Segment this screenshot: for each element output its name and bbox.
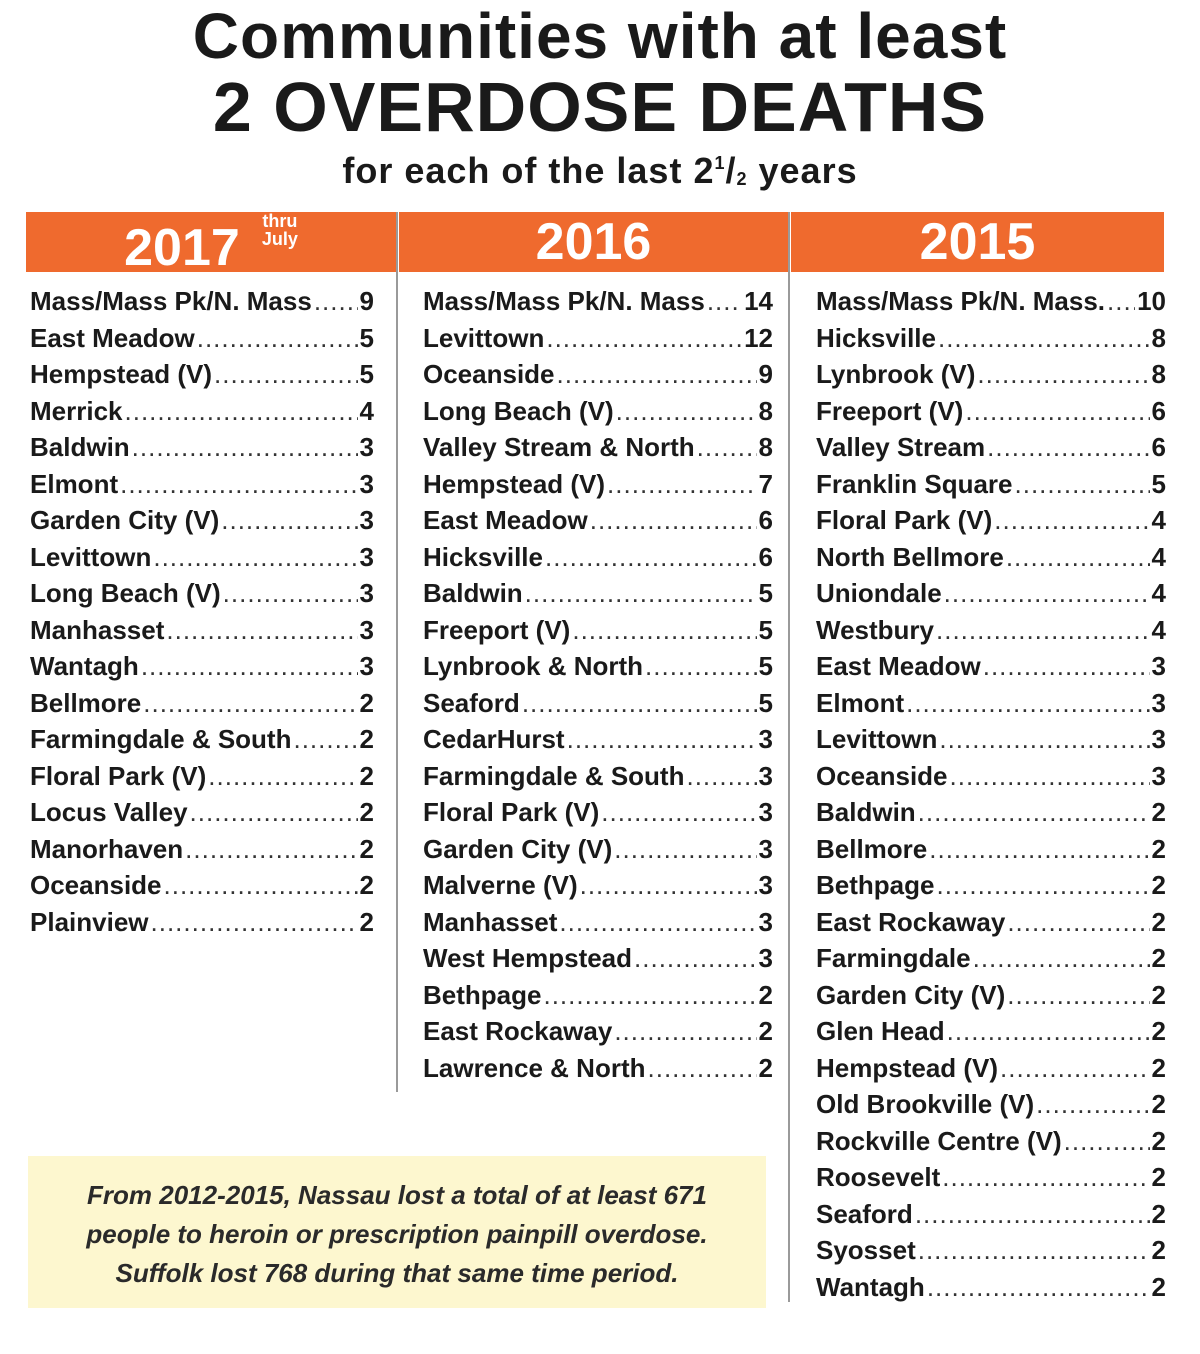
dot-leader xyxy=(929,834,1149,865)
dot-leader xyxy=(607,469,756,500)
community-name: Hempstead (V) xyxy=(30,359,213,389)
list-item xyxy=(816,724,1166,761)
death-count: 8 xyxy=(1151,359,1166,389)
list-item xyxy=(816,688,1166,725)
list-item xyxy=(816,1053,1166,1090)
list-item xyxy=(816,432,1166,469)
death-count: 3 xyxy=(359,614,374,645)
list-2016 xyxy=(423,286,773,1089)
death-count: 2 xyxy=(758,1052,773,1083)
death-count: 2 xyxy=(758,979,773,1010)
dot-leader xyxy=(590,505,757,536)
list-item xyxy=(816,907,1166,944)
header-note-line-1: thru xyxy=(262,211,298,231)
dot-leader xyxy=(936,615,1150,646)
subtitle-post: years xyxy=(747,150,858,191)
death-count: 4 xyxy=(1151,578,1166,608)
community-name: Wantagh xyxy=(816,1271,925,1302)
community-name: Seaford xyxy=(423,687,520,718)
list-item xyxy=(816,980,1166,1017)
list-item xyxy=(30,724,374,761)
dot-leader xyxy=(151,907,358,938)
death-count: 7 xyxy=(758,468,773,499)
community-name: East Meadow xyxy=(423,505,588,535)
community-name: CedarHurst xyxy=(423,724,565,754)
list-item xyxy=(30,651,374,688)
list-item xyxy=(816,1162,1166,1199)
dot-leader xyxy=(546,323,742,354)
dot-leader xyxy=(559,907,756,938)
list-item xyxy=(816,1272,1166,1309)
death-count: 5 xyxy=(758,687,773,718)
community-name: Oceanside xyxy=(816,760,948,791)
death-count: 2 xyxy=(359,870,374,900)
death-count: 2 xyxy=(1151,906,1166,937)
community-name: Baldwin xyxy=(816,797,916,827)
subtitle-fraction-numerator: 1 xyxy=(714,153,726,173)
death-count: 9 xyxy=(359,286,374,316)
list-item xyxy=(423,724,773,761)
death-count: 5 xyxy=(758,614,773,645)
death-count: 2 xyxy=(1151,1052,1166,1083)
list-item xyxy=(816,1126,1166,1163)
dot-leader xyxy=(153,542,357,573)
death-count: 2 xyxy=(1151,1271,1166,1302)
death-count: 3 xyxy=(758,724,773,754)
dot-leader xyxy=(686,761,756,792)
community-name: Plainview xyxy=(30,906,149,937)
list-item xyxy=(30,615,374,652)
death-count: 2 xyxy=(1151,979,1166,1010)
dot-leader xyxy=(616,396,757,427)
community-name: Roosevelt xyxy=(816,1162,941,1192)
dot-leader xyxy=(197,323,358,354)
community-name: Uniondale xyxy=(816,578,942,608)
list-item xyxy=(816,797,1166,834)
column-divider-1 xyxy=(396,212,398,1092)
dot-leader xyxy=(987,432,1149,463)
dot-leader xyxy=(965,396,1149,427)
community-name: Freeport (V) xyxy=(423,614,571,645)
header-note-2017 xyxy=(262,212,298,248)
death-count: 6 xyxy=(758,505,773,535)
community-name: East Rockaway xyxy=(816,906,1006,937)
dot-leader xyxy=(1036,1089,1149,1120)
death-count: 3 xyxy=(359,432,374,462)
dot-leader xyxy=(293,724,357,755)
dot-leader xyxy=(983,651,1150,682)
list-item xyxy=(816,651,1166,688)
community-name: East Meadow xyxy=(816,651,981,681)
list-item xyxy=(423,761,773,798)
dot-leader xyxy=(164,870,358,901)
community-name: Syosset xyxy=(816,1235,916,1265)
dot-leader xyxy=(601,797,756,828)
list-item xyxy=(30,761,374,798)
dot-leader xyxy=(141,651,358,682)
callout-box xyxy=(28,1156,766,1308)
list-item xyxy=(423,688,773,725)
death-count: 3 xyxy=(359,541,374,572)
death-count: 3 xyxy=(758,797,773,827)
community-name: Long Beach (V) xyxy=(423,395,614,426)
community-name: Elmont xyxy=(30,468,119,499)
death-count: 3 xyxy=(359,468,374,499)
dot-leader xyxy=(614,1016,756,1047)
dot-leader xyxy=(634,943,757,974)
dot-leader xyxy=(522,688,757,719)
header-year-2015: 2015 xyxy=(919,213,1036,271)
list-2015 xyxy=(816,286,1166,1308)
community-name: East Rockaway xyxy=(423,1016,613,1046)
death-count: 14 xyxy=(744,286,773,316)
dot-leader xyxy=(994,505,1149,536)
death-count: 2 xyxy=(1151,1016,1166,1046)
list-item xyxy=(816,834,1166,871)
list-item xyxy=(30,797,374,834)
death-count: 2 xyxy=(1151,797,1166,827)
death-count: 4 xyxy=(1151,505,1166,535)
community-name: Glen Head xyxy=(816,1016,945,1046)
death-count: 5 xyxy=(1151,468,1166,499)
death-count: 4 xyxy=(1151,614,1166,645)
death-count: 2 xyxy=(359,687,374,718)
subtitle-pre: for each of the last 2 xyxy=(342,150,715,191)
death-count: 3 xyxy=(1151,760,1166,791)
list-item xyxy=(816,1089,1166,1126)
community-name: Lynbrook & North xyxy=(423,651,644,681)
subtitle-fraction-denominator: 2 xyxy=(736,169,748,189)
community-name: Floral Park (V) xyxy=(423,797,600,827)
community-name: Farmingdale xyxy=(816,943,971,973)
dot-leader xyxy=(950,761,1150,792)
list-item xyxy=(423,396,773,433)
community-name: Levittown xyxy=(30,541,152,572)
header-note-line-2: July xyxy=(261,229,298,249)
dot-leader xyxy=(927,1272,1150,1303)
community-name: Floral Park (V) xyxy=(816,505,993,535)
death-count: 8 xyxy=(1151,322,1166,353)
death-count: 10 xyxy=(1137,286,1166,316)
list-item xyxy=(816,505,1166,542)
death-count: 6 xyxy=(1151,395,1166,426)
callout-line-1: From 2012-2015, Nassau lost a total of at least 671 xyxy=(87,1180,707,1210)
list-item xyxy=(816,1199,1166,1236)
death-count: 5 xyxy=(359,322,374,353)
dot-leader xyxy=(936,870,1149,901)
header-year-2017: 2017 xyxy=(124,219,240,277)
list-item xyxy=(30,907,374,944)
list-item xyxy=(423,834,773,871)
community-name: Bellmore xyxy=(30,687,142,718)
dot-leader xyxy=(645,651,757,682)
community-name: Manhasset xyxy=(423,906,558,937)
death-count: 9 xyxy=(758,359,773,389)
dot-leader xyxy=(1064,1126,1150,1157)
community-name: Hempstead (V) xyxy=(816,1052,999,1083)
dot-leader xyxy=(918,797,1150,828)
list-item xyxy=(816,615,1166,652)
list-item xyxy=(30,505,374,542)
death-count: 3 xyxy=(758,870,773,900)
dot-leader xyxy=(166,615,357,646)
list-item xyxy=(816,396,1166,433)
title-line-1: Communities with at least xyxy=(192,0,1008,72)
community-name: Lawrence & North xyxy=(423,1052,646,1083)
community-name: Hempstead (V) xyxy=(423,468,606,499)
dot-leader xyxy=(208,761,357,792)
death-count: 6 xyxy=(758,541,773,572)
list-item xyxy=(423,286,773,323)
subtitle-fraction-slash: / xyxy=(725,150,737,191)
dot-leader xyxy=(1000,1053,1149,1084)
death-count: 2 xyxy=(1151,1162,1166,1192)
dot-leader xyxy=(697,432,757,463)
death-count: 3 xyxy=(359,505,374,535)
list-item xyxy=(423,980,773,1017)
community-name: Garden City (V) xyxy=(816,979,1006,1010)
callout-text xyxy=(28,1176,766,1293)
community-name: Freeport (V) xyxy=(816,395,964,426)
dot-leader xyxy=(1007,980,1149,1011)
dot-leader xyxy=(973,943,1150,974)
death-count: 3 xyxy=(1151,687,1166,718)
death-count: 2 xyxy=(359,760,374,791)
community-name: Oceanside xyxy=(30,870,162,900)
list-item xyxy=(423,1016,773,1053)
dot-leader xyxy=(614,834,756,865)
dot-leader xyxy=(185,834,357,865)
community-name: Elmont xyxy=(816,687,905,718)
dot-leader xyxy=(567,724,757,755)
dot-leader xyxy=(938,323,1150,354)
community-name: Garden City (V) xyxy=(423,833,613,864)
death-count: 4 xyxy=(359,395,374,426)
death-count: 3 xyxy=(1151,651,1166,681)
community-name: Bethpage xyxy=(423,979,542,1010)
dot-leader xyxy=(1006,542,1150,573)
community-name: North Bellmore xyxy=(816,541,1004,572)
list-item xyxy=(30,469,374,506)
death-count: 5 xyxy=(758,578,773,608)
death-count: 8 xyxy=(758,432,773,462)
community-name: Wantagh xyxy=(30,651,139,681)
dot-leader xyxy=(1107,286,1135,317)
dot-leader xyxy=(314,286,358,317)
dot-leader xyxy=(944,578,1150,609)
community-name: West Hempstead xyxy=(423,943,633,973)
list-2017 xyxy=(30,286,374,943)
list-item xyxy=(816,1235,1166,1272)
list-item xyxy=(30,542,374,579)
dot-leader xyxy=(580,870,757,901)
list-item xyxy=(816,1016,1166,1053)
dot-leader xyxy=(190,797,358,828)
death-count: 2 xyxy=(1151,1235,1166,1265)
list-item xyxy=(30,396,374,433)
community-name: Merrick xyxy=(30,395,123,426)
community-name: Bellmore xyxy=(816,833,928,864)
community-name: Bethpage xyxy=(816,870,935,900)
death-count: 3 xyxy=(758,906,773,937)
list-item xyxy=(30,688,374,725)
list-item xyxy=(423,651,773,688)
subtitle xyxy=(0,143,1200,199)
list-item xyxy=(423,870,773,907)
community-name: Franklin Square xyxy=(816,468,1013,499)
community-name: Manorhaven xyxy=(30,833,184,864)
column-divider-2 xyxy=(788,212,790,1302)
dot-leader xyxy=(214,359,357,390)
death-count: 2 xyxy=(359,797,374,827)
list-item xyxy=(816,943,1166,980)
death-count: 8 xyxy=(758,395,773,426)
community-name: Malverne (V) xyxy=(423,870,578,900)
death-count: 3 xyxy=(359,651,374,681)
dot-leader xyxy=(915,1199,1150,1230)
death-count: 3 xyxy=(758,943,773,973)
community-name: Mass/Mass Pk/N. Mass xyxy=(30,286,312,316)
dot-leader xyxy=(557,359,757,390)
community-name: Seaford xyxy=(816,1198,913,1229)
dot-leader xyxy=(221,505,357,536)
community-name: Westbury xyxy=(816,614,934,645)
community-name: Lynbrook (V) xyxy=(816,359,976,389)
dot-leader xyxy=(977,359,1149,390)
list-item xyxy=(30,323,374,360)
death-count: 3 xyxy=(758,833,773,864)
community-name: Farmingdale & South xyxy=(423,760,685,791)
dot-leader xyxy=(939,724,1149,755)
community-name: Baldwin xyxy=(30,432,130,462)
dot-leader xyxy=(1015,469,1150,500)
community-name: Old Brookville (V) xyxy=(816,1089,1035,1119)
community-name: Valley Stream xyxy=(816,432,986,462)
dot-leader xyxy=(545,542,757,573)
death-count: 2 xyxy=(1151,1089,1166,1119)
list-item xyxy=(423,943,773,980)
death-count: 2 xyxy=(359,906,374,937)
dot-leader xyxy=(918,1235,1150,1266)
dot-leader xyxy=(125,396,358,427)
death-count: 4 xyxy=(1151,541,1166,572)
list-item xyxy=(423,578,773,615)
list-item xyxy=(30,359,374,396)
community-name: Valley Stream & North xyxy=(423,432,695,462)
list-item xyxy=(423,542,773,579)
dot-leader xyxy=(223,578,358,609)
callout-line-3: Suffolk lost 768 during that same time period. xyxy=(115,1258,679,1288)
dot-leader xyxy=(707,286,742,317)
community-name: Garden City (V) xyxy=(30,505,220,535)
community-name: Locus Valley xyxy=(30,797,188,827)
list-item xyxy=(816,578,1166,615)
death-count: 2 xyxy=(1151,870,1166,900)
dot-leader xyxy=(572,615,756,646)
community-name: Baldwin xyxy=(423,578,523,608)
list-item xyxy=(423,469,773,506)
death-count: 3 xyxy=(758,760,773,791)
community-name: Hicksville xyxy=(816,322,936,353)
list-item xyxy=(30,578,374,615)
death-count: 2 xyxy=(1151,1125,1166,1156)
list-item xyxy=(423,1053,773,1090)
community-name: Mass/Mass Pk/N. Mass. xyxy=(816,286,1106,316)
dot-leader xyxy=(525,578,757,609)
community-name: Manhasset xyxy=(30,614,165,645)
dot-leader xyxy=(1007,907,1149,938)
dot-leader xyxy=(143,688,357,719)
dot-leader xyxy=(543,980,756,1011)
death-count: 3 xyxy=(359,578,374,608)
death-count: 2 xyxy=(359,724,374,754)
community-name: Floral Park (V) xyxy=(30,760,207,791)
death-count: 2 xyxy=(359,833,374,864)
list-item xyxy=(30,432,374,469)
community-name: Farmingdale & South xyxy=(30,724,292,754)
dot-leader xyxy=(947,1016,1150,1047)
death-count: 5 xyxy=(758,651,773,681)
community-name: Mass/Mass Pk/N. Mass xyxy=(423,286,705,316)
list-item xyxy=(816,323,1166,360)
death-count: 3 xyxy=(1151,724,1166,754)
community-name: Oceanside xyxy=(423,359,555,389)
death-count: 6 xyxy=(1151,432,1166,462)
list-item xyxy=(423,797,773,834)
death-count: 2 xyxy=(1151,943,1166,973)
header-year-2016: 2016 xyxy=(535,213,652,271)
death-count: 12 xyxy=(744,322,773,353)
list-item xyxy=(423,505,773,542)
header-2016 xyxy=(399,212,788,272)
title-line-2: 2 OVERDOSE DEATHS xyxy=(212,68,988,146)
list-item xyxy=(30,286,374,323)
list-item xyxy=(30,834,374,871)
list-item xyxy=(816,359,1166,396)
community-name: Long Beach (V) xyxy=(30,578,221,608)
dot-leader xyxy=(120,469,357,500)
list-item xyxy=(423,432,773,469)
death-count: 2 xyxy=(758,1016,773,1046)
community-name: Rockville Centre (V) xyxy=(816,1125,1062,1156)
list-item xyxy=(816,761,1166,798)
list-item xyxy=(816,469,1166,506)
dot-leader xyxy=(906,688,1149,719)
callout-line-2: people to heroin or prescription painpill overdose. xyxy=(86,1219,708,1249)
community-name: East Meadow xyxy=(30,322,195,353)
dot-leader xyxy=(648,1053,757,1084)
header-2017 xyxy=(26,211,396,277)
list-item xyxy=(816,286,1166,323)
death-count: 2 xyxy=(1151,1198,1166,1229)
list-item xyxy=(816,870,1166,907)
dot-leader xyxy=(132,432,358,463)
list-item xyxy=(423,323,773,360)
list-item xyxy=(30,870,374,907)
death-count: 5 xyxy=(359,359,374,389)
list-item xyxy=(816,542,1166,579)
dot-leader xyxy=(942,1162,1149,1193)
list-item xyxy=(423,907,773,944)
community-name: Levittown xyxy=(423,322,545,353)
community-name: Levittown xyxy=(816,724,938,754)
list-item xyxy=(423,615,773,652)
community-name: Hicksville xyxy=(423,541,543,572)
header-2015 xyxy=(791,212,1164,272)
death-count: 2 xyxy=(1151,833,1166,864)
list-item xyxy=(423,359,773,396)
